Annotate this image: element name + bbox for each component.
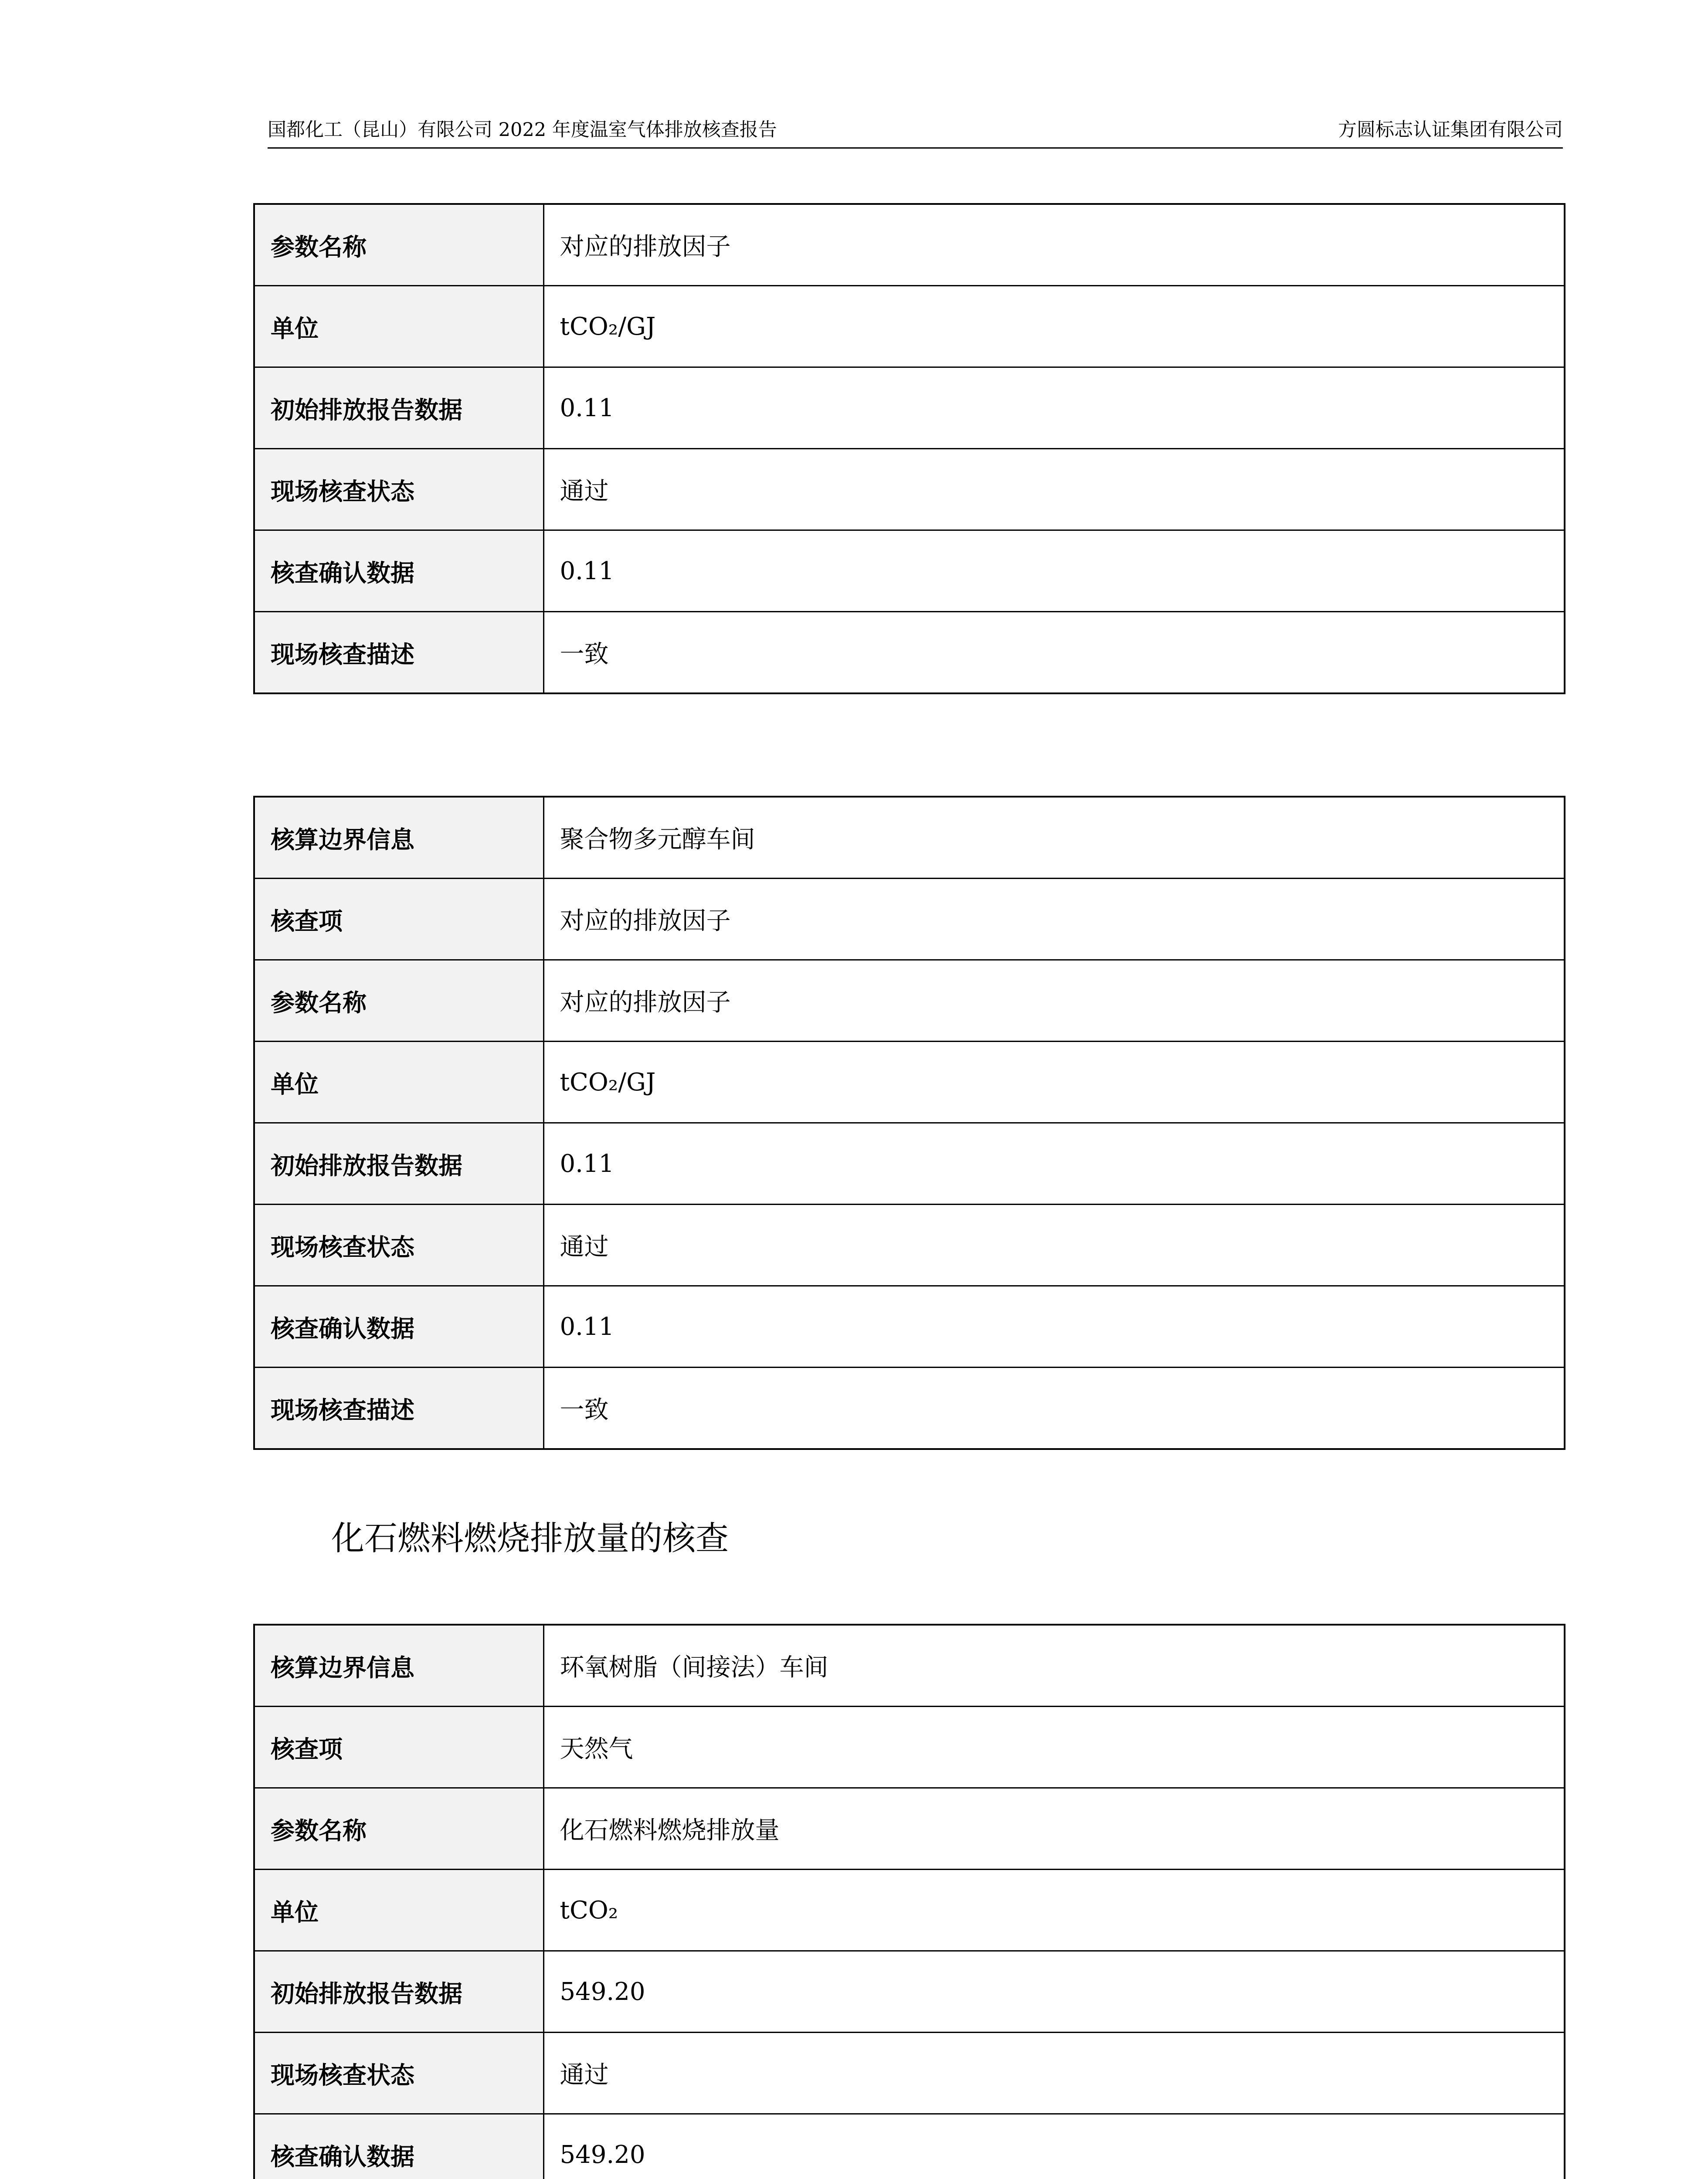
row-value: 0.11 <box>543 530 1565 612</box>
row-label: 核查项 <box>254 1707 543 1788</box>
row-label: 核查项 <box>254 879 543 960</box>
row-value: 549.20 <box>543 2114 1565 2179</box>
row-label: 现场核查状态 <box>254 2033 543 2114</box>
table-row <box>254 1788 1565 1870</box>
row-value: 对应的排放因子 <box>543 879 1565 960</box>
row-label: 核查确认数据 <box>254 530 543 612</box>
row-label: 参数名称 <box>254 204 543 286</box>
page-header <box>268 117 1563 149</box>
table-row <box>254 1951 1565 2033</box>
emission-factor-table-1 <box>253 203 1565 694</box>
table-row <box>254 1205 1565 1286</box>
section-heading: 化石燃料燃烧排放量的核查 <box>331 1519 729 1558</box>
row-label: 现场核查状态 <box>254 1205 543 1286</box>
table-row <box>254 530 1565 612</box>
table-row <box>254 1123 1565 1205</box>
row-value: 对应的排放因子 <box>543 204 1565 286</box>
table-row <box>254 797 1565 879</box>
row-label: 参数名称 <box>254 1788 543 1870</box>
table-row <box>254 879 1565 960</box>
row-label: 初始排放报告数据 <box>254 367 543 449</box>
row-value: 通过 <box>543 1205 1565 1286</box>
row-label: 核查确认数据 <box>254 1286 543 1368</box>
table-row <box>254 367 1565 449</box>
table-row <box>254 1870 1565 1951</box>
table-row <box>254 1286 1565 1368</box>
table-row <box>254 1368 1565 1449</box>
company-name: 方圆标志认证集团有限公司 <box>1338 119 1563 141</box>
fossil-fuel-combustion-table <box>253 1624 1565 2179</box>
table-row <box>254 449 1565 530</box>
table-row <box>254 1042 1565 1123</box>
row-value: 聚合物多元醇车间 <box>543 797 1565 879</box>
table-row <box>254 612 1565 694</box>
emission-factor-table-2 <box>253 796 1565 1450</box>
row-value: 一致 <box>543 1368 1565 1449</box>
row-value: 0.11 <box>543 1286 1565 1368</box>
row-label: 初始排放报告数据 <box>254 1951 543 2033</box>
row-value: 天然气 <box>543 1707 1565 1788</box>
row-value: 通过 <box>543 2033 1565 2114</box>
row-label: 单位 <box>254 286 543 367</box>
row-label: 核查确认数据 <box>254 2114 543 2179</box>
row-value: tCO₂ <box>543 1870 1565 1951</box>
row-value: tCO₂/GJ <box>543 1042 1565 1123</box>
table-row <box>254 960 1565 1042</box>
table-row <box>254 204 1565 286</box>
row-label: 初始排放报告数据 <box>254 1123 543 1205</box>
row-label: 单位 <box>254 1870 543 1951</box>
row-label: 现场核查描述 <box>254 612 543 694</box>
row-label: 核算边界信息 <box>254 1625 543 1707</box>
row-value: 环氧树脂（间接法）车间 <box>543 1625 1565 1707</box>
row-value: 0.11 <box>543 367 1565 449</box>
row-value: 0.11 <box>543 1123 1565 1205</box>
row-value: tCO₂/GJ <box>543 286 1565 367</box>
row-label: 现场核查描述 <box>254 1368 543 1449</box>
table-row <box>254 286 1565 367</box>
row-value: 一致 <box>543 612 1565 694</box>
table-row <box>254 2114 1565 2179</box>
row-label: 参数名称 <box>254 960 543 1042</box>
row-label: 现场核查状态 <box>254 449 543 530</box>
row-value: 化石燃料燃烧排放量 <box>543 1788 1565 1870</box>
row-value: 549.20 <box>543 1951 1565 2033</box>
table-row <box>254 2033 1565 2114</box>
row-value: 通过 <box>543 449 1565 530</box>
row-label: 核算边界信息 <box>254 797 543 879</box>
table-row <box>254 1625 1565 1707</box>
report-title: 国都化工（昆山）有限公司 2022 年度温室气体排放核查报告 <box>268 119 777 141</box>
row-label: 单位 <box>254 1042 543 1123</box>
table-row <box>254 1707 1565 1788</box>
row-value: 对应的排放因子 <box>543 960 1565 1042</box>
